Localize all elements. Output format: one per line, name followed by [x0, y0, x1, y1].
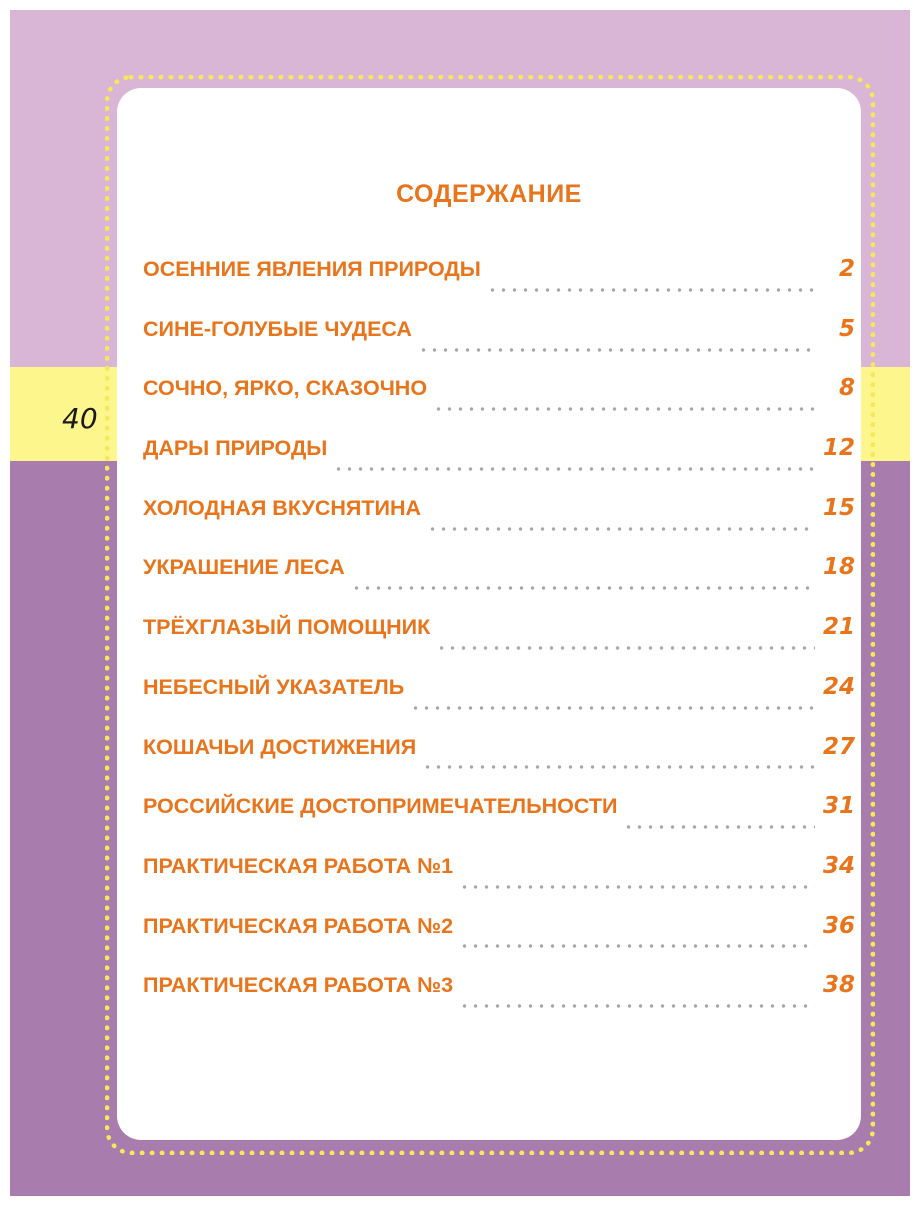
dot-leader — [459, 1004, 815, 1008]
entry-page-number: 36 — [822, 912, 855, 939]
contents-entry[interactable] — [143, 316, 855, 376]
entry-page-number: 27 — [822, 733, 855, 760]
entry-title: СОЧНО, ЯРКО, СКАЗОЧНО — [143, 376, 428, 401]
dot-leader — [410, 706, 815, 710]
entry-title: ДАРЫ ПРИРОДЫ — [143, 436, 328, 461]
dot-leader — [422, 765, 815, 769]
entry-page-number: 21 — [822, 614, 855, 641]
contents-entry[interactable] — [143, 375, 855, 435]
dot-leader — [351, 586, 815, 590]
dot-leader — [459, 944, 815, 948]
contents-entry[interactable] — [143, 674, 855, 734]
entry-page-number: 8 — [838, 375, 855, 402]
book-page — [10, 10, 910, 1196]
page-number: 40 — [62, 402, 98, 435]
dot-leader — [459, 885, 815, 889]
entry-title: РОССИЙСКИЕ ДОСТОПРИМЕЧАТЕЛЬНОСТИ — [143, 794, 618, 819]
contents-entry[interactable] — [143, 435, 855, 495]
contents-card — [117, 88, 861, 1140]
contents-entry[interactable] — [143, 734, 855, 794]
entry-page-number: 5 — [838, 315, 855, 342]
entry-title: ПРАКТИЧЕСКАЯ РАБОТА №1 — [143, 853, 454, 878]
entry-title: ПРАКТИЧЕСКАЯ РАБОТА №2 — [143, 913, 454, 938]
entry-title: ХОЛОДНАЯ ВКУСНЯТИНА — [143, 495, 421, 520]
dot-leader — [436, 646, 815, 650]
contents-entry[interactable] — [143, 793, 855, 853]
entry-title: ТРЁХГЛАЗЫЙ ПОМОЩНИК — [143, 615, 431, 640]
contents-entry[interactable] — [143, 853, 855, 913]
entry-page-number: 31 — [822, 793, 855, 820]
dot-leader — [427, 527, 815, 531]
contents-list — [143, 256, 855, 1032]
contents-entry[interactable] — [143, 972, 855, 1032]
entry-page-number: 24 — [822, 673, 855, 700]
entry-title: ПРАКТИЧЕСКАЯ РАБОТА №3 — [143, 973, 454, 998]
dot-leader — [418, 348, 817, 352]
entry-title: НЕБЕСНЫЙ УКАЗАТЕЛЬ — [143, 674, 405, 699]
contents-entry[interactable] — [143, 554, 855, 614]
dot-leader — [487, 288, 817, 292]
entry-page-number: 18 — [822, 554, 855, 581]
entry-page-number: 34 — [822, 852, 855, 879]
contents-title: СОДЕРЖАНИЕ — [396, 180, 582, 208]
dot-leader — [433, 407, 817, 411]
contents-entry[interactable] — [143, 614, 855, 674]
entry-page-number: 2 — [838, 256, 855, 282]
entry-page-number: 12 — [822, 435, 855, 462]
entry-title: ОСЕННИЕ ЯВЛЕНИЯ ПРИРОДЫ — [143, 257, 481, 281]
entry-title: КОШАЧЬИ ДОСТИЖЕНИЯ — [143, 734, 417, 759]
dot-leader — [623, 825, 815, 829]
entry-title: УКРАШЕНИЕ ЛЕСА — [143, 555, 345, 580]
entry-page-number: 15 — [822, 494, 855, 521]
entry-title: СИНЕ-ГОЛУБЫЕ ЧУДЕСА — [143, 316, 412, 341]
entry-page-number: 38 — [822, 972, 855, 999]
contents-entry[interactable] — [143, 913, 855, 973]
contents-entry[interactable] — [143, 256, 855, 316]
contents-entry[interactable] — [143, 495, 855, 555]
dot-leader — [333, 467, 815, 471]
